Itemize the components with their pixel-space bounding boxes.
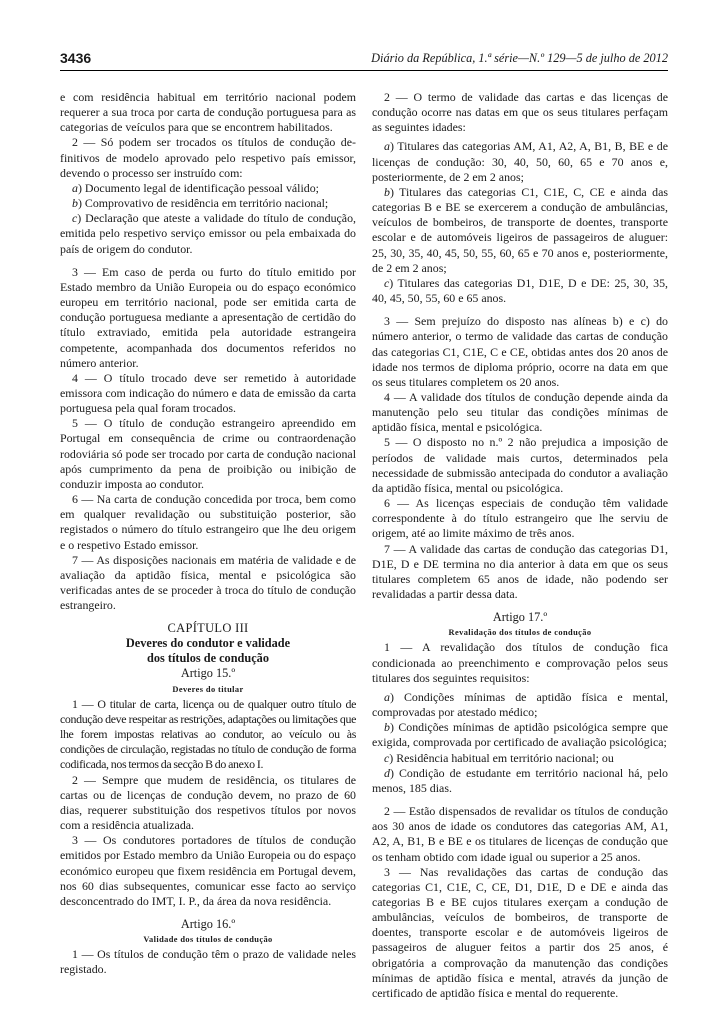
article-number: Artigo 17.º <box>492 610 548 625</box>
paragraph: 5 — O disposto no n.º 2 não prejudica a imposição de períodos de validade mais curtos, determinados pela necessidade de submissão antecipada do condutor a avaliação da aptidão física, mental ou psicológica. <box>372 435 668 495</box>
list-letter: b <box>72 196 78 211</box>
list-letter: b <box>384 720 390 735</box>
list-item <box>372 276 668 306</box>
article-title: Deveres do titular <box>172 684 244 694</box>
article-number: Artigo 15.º <box>180 666 236 681</box>
list-text: ) Titulares das categorias AM, A1, A2, A, B1, B, BE e de licenças de condução: 30, 40, 50, 60, 65 e 70 anos e, posteriormente, de 2 em 2 anos; <box>372 139 668 184</box>
paragraph: 3 — Nas revalidações das cartas de condução das categorias C1, C1E, C, CE, D1, D1E, D e DE e ainda das categorias B e BE cujos titulares exerçam a condução de ambulâncias, veículos de bombeiros, de transporte de doentes, transporte escolar e de automóveis ligeiros de passageiros de aluguer feitos a partir dos 25 anos, é obrigatória a comprovação da manutenção das condições mínimas de aptidão física e mental, através da junção de certificado de aptidão física e mental do requerente. <box>372 864 668 1000</box>
list-letter: b <box>384 184 390 199</box>
list-text: ) Comprovativo de residência em território nacional; <box>77 196 329 211</box>
list-letter: c <box>72 211 78 226</box>
list-letter: a <box>384 689 390 704</box>
list-text: ) Condição de estudante em território nacional há, pelo menos, 185 dias. <box>372 765 668 795</box>
paragraph: e com residência habitual em território nacional podem requerer a sua troca por carta de condução portuguesa para as categorias de veículos para que se encontrem habilitados. <box>60 90 356 135</box>
list-item <box>372 185 668 276</box>
list-text: ) Residência habitual em território nacional; ou <box>389 750 614 765</box>
list-letter: c <box>384 750 390 765</box>
list-letter: c <box>384 275 390 290</box>
paragraph: 2 — Estão dispensados de revalidar os títulos de condução aos 30 anos de idade os condutores das categorias AM, A1, A2, A, B1, B e BE e os titulares de licenças de condução que os tenham obtido com idade igual ou superior a 25 anos. <box>372 804 668 864</box>
paragraph: 6 — Na carta de condução concedida por troca, bem como em qualquer revalidação ou substituição posterior, são registados o número do título estrangeiro que lhe deu origem e o respetivo Estado emissor. <box>60 492 356 552</box>
paragraph: 7 — As disposições nacionais em matéria de validade e de avaliação da aptidão física, mental e psicológica são verificadas antes de se proceder à troca do título de condução estrangeiro. <box>60 552 356 613</box>
list-item <box>372 690 668 720</box>
paragraph: 3 — Em caso de perda ou furto do título emitido por Estado membro da União Europeia ou do espaço económico europeu em território nacional, pode ser emitida carta de condução portuguesa mediante a apresentação de certidão do título extraviado, emitida pela autoridade estrangeira competente, acompanhada dos documentos referidos no número anterior. <box>60 264 356 370</box>
paragraph: 1 — Os títulos de condução têm o prazo de validade neles registado. <box>60 947 356 977</box>
paragraph: 1 — A revalidação dos títulos de condução fica condicionada ao preenchimento e comprovação pelos seus titulares dos seguintes requisitos: <box>372 640 668 685</box>
list-text: ) Titulares das categorias D1, D1E, D e DE: 25, 30, 35, 40, 45, 50, 55, 60 e 65 anos. <box>372 275 668 306</box>
list-item <box>372 139 668 184</box>
chapter-title: Deveres do condutor e validade <box>125 636 291 651</box>
list-item <box>372 766 668 796</box>
list-letter: a <box>384 139 390 154</box>
list-letter: d <box>384 765 390 780</box>
list-item <box>60 181 356 196</box>
list-letter: a <box>72 180 78 195</box>
paragraph: 3 — Sem prejuízo do disposto nas alíneas b) e c) do número anterior, o termo de validade das cartas de condução das categorias C1, C1E, C e CE, obtidas antes dos 20 anos de idade nos termos de diploma próprio, ocorre na data em que os seus titulares completem os 20 anos. <box>372 314 668 389</box>
paragraph: 2 — Sempre que mudem de residência, os titulares de cartas ou de licenças de condução devem, no prazo de 60 dias, requerer substituição dos respetivos títulos por novos com a residência atualizada. <box>60 772 356 833</box>
article-title: Validade dos títulos de condução <box>143 935 273 945</box>
list-text: ) Condições mínimas de aptidão física e mental, comprovadas por atestado médico; <box>372 689 668 720</box>
page-header <box>60 50 668 71</box>
right-column <box>372 90 668 1001</box>
list-item <box>372 751 668 766</box>
paragraph: 2 — Só podem ser trocados os títulos de condução de-finitivos de modelo aprovado pelo respetivo país emissor, devendo o processo ser instruído com: <box>60 135 356 180</box>
list-item <box>60 211 356 256</box>
paragraph: 6 — As licenças especiais de condução têm validade correspondente à do título estrangeiro que lhe serviu de origem, até ao limite máximo de três anos. <box>372 496 668 541</box>
paragraph: 5 — O título de condução estrangeiro apreendido em Portugal em consequência de crime ou contraordenação rodoviária só pode ser trocado por carta de condução nacional após cumprimento da pena de proibição ou inibição de conduzir imposta ao condutor. <box>60 416 356 491</box>
list-text: ) Titulares das categorias C1, C1E, C, CE e ainda das categorias B e BE se exercerem a condução de ambulâncias, veículos de bombeiros, de transporte de doentes, transporte escolar e de automóveis ligeiros de passageiros de aluguer: 25, 30, 35, 40, 45, 50, 55, 60, 65 e 70 anos e, posteriormente, de 2 em 2 anos; <box>372 184 668 275</box>
page-number: 3436 <box>60 50 92 66</box>
list-text: ) Condições mínimas de aptidão psicológica sempre que exigida, comprovada por certificado de avaliação psicológica; <box>372 720 668 750</box>
list-text: ) Documento legal de identificação pessoal válido; <box>77 180 319 195</box>
paragraph: 7 — A validade das cartas de condução das categorias D1, D1E, D e DE termina no dia anterior à data em que os seus titulares completem 65 anos de idade, não podendo ser revalidadas a partir dessa data. <box>372 541 668 601</box>
chapter-title: dos títulos de condução <box>147 651 269 666</box>
left-column <box>60 90 356 978</box>
paragraph: 1 — O titular de carta, licença ou de qualquer outro título de condução deve respeitar as restrições, adaptações ou limitações que lhe forem impostas relativas ao condutor, ao veículo ou às condições de circulação, registadas no título de condução de forma codificada, nos termos da secção B do anexo I. <box>60 696 356 772</box>
list-text: ) Declaração que ateste a validade do título de condução, emitida pelo respetivo serviço emissor ou pela embaixada do país de origem do condutor. <box>60 211 356 256</box>
paragraph: 4 — A validade dos títulos de condução depende ainda da manutenção pelo seu titular das condições mínimas de aptidão física, mental e psicológica. <box>372 389 668 435</box>
paragraph: 4 — O título trocado deve ser remetido à autoridade emissora com indicação do número e data de emissão da carta portuguesa pela qual foram trocados. <box>60 370 356 416</box>
list-item <box>60 196 356 211</box>
chapter-heading: CAPÍTULO III <box>167 621 249 636</box>
paragraph: 3 — Os condutores portadores de títulos de condução emitidos por Estado membro da União Europeia ou do espaço económico europeu que fixem residência em Portugal devem, nos 60 dias subsequentes, comunicar esse facto ao serviço desconcentrado do IMT, I. P., da área da nova residência. <box>60 833 356 908</box>
article-title: Revalidação dos títulos de condução <box>448 628 592 638</box>
article-number: Artigo 16.º <box>180 916 236 931</box>
journal-title: Diário da República, 1.ª série—N.º 129—5 de julho de 2012 <box>371 51 668 65</box>
list-item <box>372 720 668 750</box>
paragraph: 2 — O termo de validade das cartas e das licenças de condução ocorre nas datas em que os seus titulares perfaçam as seguintes idades: <box>372 90 668 135</box>
